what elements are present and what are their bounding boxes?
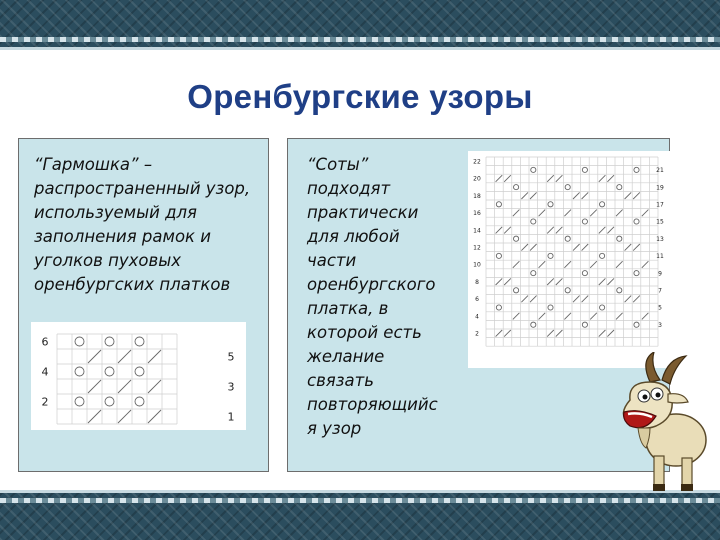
decrease-mark (504, 330, 511, 337)
left-row-number: 10 (473, 261, 481, 269)
yarn-over-mark (75, 397, 84, 406)
left-row-number: 2 (41, 395, 49, 409)
decrease-mark (607, 330, 614, 337)
yarn-over-mark (565, 236, 570, 241)
decrease-mark (616, 210, 623, 217)
yarn-over-mark (548, 202, 553, 207)
yarn-over-mark (496, 253, 501, 258)
decrease-mark (582, 192, 589, 199)
yarn-over-mark (565, 288, 570, 293)
harmoshka-chart (31, 322, 246, 430)
yarn-over-mark (135, 397, 144, 406)
decrease-mark (547, 330, 554, 337)
decrease-mark (496, 330, 503, 337)
left-row-number: 20 (473, 175, 481, 183)
left-row-number: 4 (41, 365, 49, 379)
right-row-number: 21 (656, 167, 664, 175)
decrease-mark (148, 410, 161, 423)
right-row-number: 5 (227, 350, 235, 364)
left-description: “Гармошка” – распространенный узор, используемый для заполнения рамок и уголков пуховых оренбургских платков (34, 155, 251, 294)
decrease-mark (504, 175, 511, 182)
decrease-mark (148, 350, 161, 363)
decrease-mark (642, 313, 649, 320)
decrease-mark (564, 261, 571, 268)
soty-chart (468, 151, 672, 368)
yarn-over-mark (600, 305, 605, 310)
yarn-over-mark (634, 167, 639, 172)
right-row-number: 19 (656, 184, 664, 192)
decrease-mark (88, 350, 101, 363)
right-row-number: 3 (658, 321, 662, 329)
right-row-number: 1 (227, 410, 235, 424)
decrease-mark (547, 227, 554, 234)
left-row-number: 6 (41, 335, 49, 349)
decrease-mark (118, 410, 131, 423)
yarn-over-mark (634, 322, 639, 327)
decrease-mark (607, 278, 614, 285)
decrease-mark (625, 296, 632, 303)
right-row-number: 17 (656, 201, 664, 209)
decrease-mark (625, 244, 632, 251)
decrease-mark (599, 175, 606, 182)
yarn-over-mark (634, 219, 639, 224)
decrease-mark (590, 313, 597, 320)
decrease-mark (573, 244, 580, 251)
yarn-over-mark (548, 253, 553, 258)
decrease-mark (496, 175, 503, 182)
yarn-over-mark (496, 305, 501, 310)
yarn-over-mark (600, 202, 605, 207)
decrease-mark (504, 227, 511, 234)
decrease-mark (118, 380, 131, 393)
decrease-mark (556, 330, 563, 337)
top-ornament-band (0, 0, 720, 50)
right-row-number: 11 (656, 253, 664, 261)
decrease-mark (530, 296, 537, 303)
yarn-over-mark (75, 337, 84, 346)
left-row-number: 12 (473, 244, 481, 252)
decrease-mark (564, 313, 571, 320)
decrease-mark (599, 227, 606, 234)
yarn-over-mark (582, 219, 587, 224)
yarn-over-mark (582, 167, 587, 172)
decrease-mark (564, 210, 571, 217)
yarn-over-mark (531, 167, 536, 172)
left-row-number: 14 (473, 227, 481, 235)
yarn-over-mark (531, 322, 536, 327)
yarn-over-mark (617, 288, 622, 293)
yarn-over-mark (531, 271, 536, 276)
decrease-mark (539, 313, 546, 320)
yarn-over-mark (75, 367, 84, 376)
decrease-mark (556, 175, 563, 182)
yarn-over-mark (135, 337, 144, 346)
left-row-number: 8 (475, 278, 479, 286)
decrease-mark (616, 261, 623, 268)
yarn-over-mark (600, 253, 605, 258)
decrease-mark (513, 313, 520, 320)
right-row-number: 7 (658, 287, 662, 295)
left-row-number: 6 (475, 296, 479, 304)
decrease-mark (496, 278, 503, 285)
yarn-over-mark (105, 397, 114, 406)
yarn-over-mark (105, 337, 114, 346)
decrease-mark (607, 227, 614, 234)
left-row-number: 16 (473, 210, 481, 218)
decrease-mark (513, 210, 520, 217)
decrease-mark (599, 330, 606, 337)
decrease-mark (616, 313, 623, 320)
decrease-mark (148, 380, 161, 393)
decrease-mark (539, 210, 546, 217)
yarn-over-mark (582, 322, 587, 327)
decrease-mark (599, 278, 606, 285)
left-row-number: 22 (473, 158, 481, 166)
yarn-over-mark (514, 185, 519, 190)
slide-title: Оренбургские узоры (187, 78, 533, 115)
decrease-mark (496, 227, 503, 234)
left-panel (18, 138, 269, 472)
decrease-mark (539, 261, 546, 268)
left-row-number: 18 (473, 192, 481, 200)
decrease-mark (504, 278, 511, 285)
yarn-over-mark (617, 185, 622, 190)
decrease-mark (88, 380, 101, 393)
decrease-mark (633, 244, 640, 251)
goat-mascot-icon (610, 352, 712, 494)
decrease-mark (521, 192, 528, 199)
decrease-mark (633, 296, 640, 303)
decrease-mark (590, 210, 597, 217)
decrease-mark (642, 261, 649, 268)
yarn-over-mark (582, 271, 587, 276)
decrease-mark (582, 244, 589, 251)
right-row-number: 3 (227, 380, 235, 394)
decrease-mark (530, 244, 537, 251)
decrease-mark (590, 261, 597, 268)
right-row-number: 15 (656, 218, 664, 226)
yarn-over-mark (617, 236, 622, 241)
yarn-over-mark (634, 271, 639, 276)
decrease-mark (530, 192, 537, 199)
decrease-mark (556, 227, 563, 234)
left-row-number: 4 (475, 313, 479, 321)
yarn-over-mark (531, 219, 536, 224)
decrease-mark (521, 244, 528, 251)
right-row-number: 9 (658, 270, 662, 278)
decrease-mark (573, 296, 580, 303)
right-row-number: 5 (658, 304, 662, 312)
decrease-mark (607, 175, 614, 182)
right-row-number: 13 (656, 235, 664, 243)
harmoshka-chart-svg (31, 322, 246, 430)
decrease-mark (556, 278, 563, 285)
yarn-over-mark (514, 236, 519, 241)
decrease-mark (118, 350, 131, 363)
decrease-mark (625, 192, 632, 199)
decrease-mark (573, 192, 580, 199)
decrease-mark (88, 410, 101, 423)
decrease-mark (521, 296, 528, 303)
decrease-mark (513, 261, 520, 268)
decrease-mark (547, 175, 554, 182)
left-row-number: 2 (475, 330, 479, 338)
yarn-over-mark (514, 288, 519, 293)
decrease-mark (633, 192, 640, 199)
decrease-mark (582, 296, 589, 303)
yarn-over-mark (548, 305, 553, 310)
right-description: “Соты” подходят практически для любой части оренбургского платка, в которой есть желание связать повторяющийс я узор (307, 155, 438, 438)
decrease-mark (642, 210, 649, 217)
decrease-mark (547, 278, 554, 285)
yarn-over-mark (135, 367, 144, 376)
yarn-over-mark (105, 367, 114, 376)
bottom-ornament-band (0, 490, 720, 540)
soty-chart-svg (468, 151, 672, 368)
yarn-over-mark (565, 185, 570, 190)
yarn-over-mark (496, 202, 501, 207)
